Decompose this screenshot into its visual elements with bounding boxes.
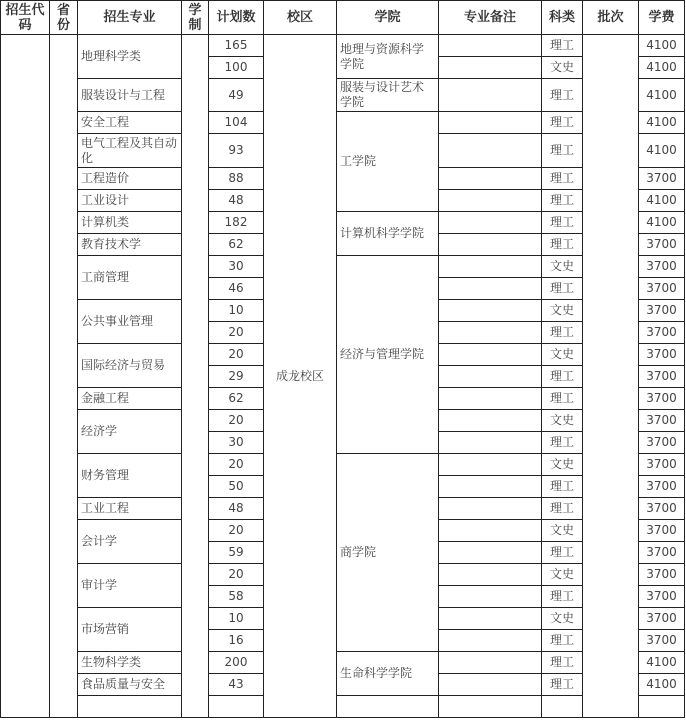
plan-cell: 30 (209, 256, 264, 278)
category-cell: 理工 (542, 498, 583, 520)
plan-cell: 20 (209, 322, 264, 344)
table-row (1, 35, 685, 57)
category-cell: 文史 (542, 564, 583, 586)
plan-cell: 48 (209, 498, 264, 520)
province-cell (50, 35, 78, 718)
table-row (1, 696, 685, 718)
plan-cell: 20 (209, 520, 264, 542)
header-row (1, 1, 685, 35)
college-cell: 地理与资源科学学院 (337, 35, 439, 79)
category-cell: 理工 (542, 586, 583, 608)
major-cell: 计算机类 (78, 212, 182, 234)
category-cell: 理工 (542, 366, 583, 388)
fee-cell: 4100 (639, 57, 685, 79)
college-cell (337, 696, 439, 718)
plan-cell: 100 (209, 57, 264, 79)
fee-cell: 3700 (639, 234, 685, 256)
plan-cell: 43 (209, 674, 264, 696)
table-row (1, 79, 685, 112)
remark-cell (439, 498, 542, 520)
major-cell: 市场营销 (78, 608, 182, 652)
plan-cell: 20 (209, 454, 264, 476)
category-cell: 理工 (542, 278, 583, 300)
fee-cell: 3700 (639, 256, 685, 278)
category-cell: 文史 (542, 520, 583, 542)
fee-cell: 3700 (639, 630, 685, 652)
major-cell: 工程造价 (78, 168, 182, 190)
code-cell (1, 35, 50, 718)
header-college: 学院 (337, 1, 439, 35)
remark-cell (439, 256, 542, 278)
remark-cell (439, 652, 542, 674)
header-duration: 学制 (182, 1, 209, 35)
category-cell: 理工 (542, 134, 583, 168)
major-cell: 服装设计与工程 (78, 79, 182, 112)
table-row (1, 256, 685, 278)
plan-cell: 165 (209, 35, 264, 57)
fee-cell: 4100 (639, 79, 685, 112)
major-cell: 食品质量与安全 (78, 674, 182, 696)
remark-cell (439, 35, 542, 57)
plan-cell: 49 (209, 79, 264, 112)
plan-cell: 29 (209, 366, 264, 388)
header-batch: 批次 (583, 1, 639, 35)
remark-cell (439, 454, 542, 476)
fee-cell (639, 696, 685, 718)
plan-cell: 20 (209, 410, 264, 432)
table-row (1, 212, 685, 234)
fee-cell: 4100 (639, 35, 685, 57)
remark-cell (439, 366, 542, 388)
fee-cell: 4100 (639, 674, 685, 696)
table-row (1, 652, 685, 674)
fee-cell: 3700 (639, 498, 685, 520)
plan-cell: 20 (209, 344, 264, 366)
fee-cell: 4100 (639, 112, 685, 134)
remark-cell (439, 608, 542, 630)
fee-cell: 3700 (639, 608, 685, 630)
remark-cell (439, 57, 542, 79)
remark-cell (439, 300, 542, 322)
remark-cell (439, 79, 542, 112)
major-cell: 工商管理 (78, 256, 182, 300)
fee-cell: 3700 (639, 300, 685, 322)
plan-cell: 46 (209, 278, 264, 300)
fee-cell: 4100 (639, 212, 685, 234)
category-cell: 理工 (542, 542, 583, 564)
category-cell (542, 696, 583, 718)
remark-cell (439, 586, 542, 608)
fee-cell: 3700 (639, 476, 685, 498)
major-cell (78, 696, 182, 718)
plan-cell: 200 (209, 652, 264, 674)
college-cell: 经济与管理学院 (337, 256, 439, 454)
fee-cell: 3700 (639, 322, 685, 344)
major-cell: 地理科学类 (78, 35, 182, 79)
category-cell: 理工 (542, 35, 583, 57)
category-cell: 文史 (542, 454, 583, 476)
college-cell: 计算机科学学院 (337, 212, 439, 256)
major-cell: 电气工程及其自动化 (78, 134, 182, 168)
category-cell: 理工 (542, 212, 583, 234)
college-cell: 生命科学学院 (337, 652, 439, 696)
category-cell: 文史 (542, 256, 583, 278)
college-cell: 工学院 (337, 112, 439, 212)
fee-cell: 3700 (639, 278, 685, 300)
batch-cell (583, 35, 639, 718)
fee-cell: 3700 (639, 366, 685, 388)
college-cell: 服装与设计艺术学院 (337, 79, 439, 112)
campus-cell: 成龙校区 (264, 35, 337, 718)
major-cell: 教育技术学 (78, 234, 182, 256)
category-cell: 文史 (542, 410, 583, 432)
fee-cell: 4100 (639, 652, 685, 674)
category-cell: 理工 (542, 476, 583, 498)
plan-cell: 50 (209, 476, 264, 498)
fee-cell: 3700 (639, 542, 685, 564)
plan-cell: 58 (209, 586, 264, 608)
duration-cell (182, 35, 209, 718)
fee-cell: 3700 (639, 520, 685, 542)
major-cell: 国际经济与贸易 (78, 344, 182, 388)
fee-cell: 3700 (639, 564, 685, 586)
remark-cell (439, 344, 542, 366)
plan-cell: 59 (209, 542, 264, 564)
category-cell: 文史 (542, 344, 583, 366)
table-row (1, 454, 685, 476)
plan-cell: 10 (209, 608, 264, 630)
plan-cell: 48 (209, 190, 264, 212)
fee-cell: 3700 (639, 168, 685, 190)
category-cell: 理工 (542, 652, 583, 674)
remark-cell (439, 168, 542, 190)
category-cell: 理工 (542, 234, 583, 256)
category-cell: 理工 (542, 168, 583, 190)
major-cell: 工业设计 (78, 190, 182, 212)
header-campus: 校区 (264, 1, 337, 35)
table-row (1, 112, 685, 134)
fee-cell: 3700 (639, 586, 685, 608)
plan-cell: 62 (209, 388, 264, 410)
header-code: 招生代码 (1, 1, 50, 35)
header-province: 省份 (50, 1, 78, 35)
remark-cell (439, 630, 542, 652)
plan-cell: 10 (209, 300, 264, 322)
remark-cell (439, 476, 542, 498)
major-cell: 审计学 (78, 564, 182, 608)
plan-cell: 88 (209, 168, 264, 190)
header-category: 科类 (542, 1, 583, 35)
header-fee: 学费 (639, 1, 685, 35)
fee-cell: 3700 (639, 432, 685, 454)
major-cell: 经济学 (78, 410, 182, 454)
fee-cell: 3700 (639, 344, 685, 366)
header-remark: 专业备注 (439, 1, 542, 35)
remark-cell (439, 234, 542, 256)
remark-cell (439, 278, 542, 300)
fee-cell: 4100 (639, 190, 685, 212)
plan-cell: 104 (209, 112, 264, 134)
header-plan: 计划数 (209, 1, 264, 35)
plan-cell: 93 (209, 134, 264, 168)
plan-cell: 30 (209, 432, 264, 454)
fee-cell: 4100 (639, 134, 685, 168)
remark-cell (439, 134, 542, 168)
category-cell: 理工 (542, 674, 583, 696)
remark-cell (439, 190, 542, 212)
category-cell: 理工 (542, 190, 583, 212)
category-cell: 理工 (542, 630, 583, 652)
remark-cell (439, 112, 542, 134)
plan-cell: 182 (209, 212, 264, 234)
remark-cell (439, 212, 542, 234)
remark-cell (439, 696, 542, 718)
major-cell: 财务管理 (78, 454, 182, 498)
fee-cell: 3700 (639, 410, 685, 432)
plan-cell: 16 (209, 630, 264, 652)
remark-cell (439, 388, 542, 410)
college-cell: 商学院 (337, 454, 439, 652)
category-cell: 文史 (542, 608, 583, 630)
remark-cell (439, 520, 542, 542)
remark-cell (439, 322, 542, 344)
major-cell: 安全工程 (78, 112, 182, 134)
category-cell: 理工 (542, 322, 583, 344)
plan-cell: 62 (209, 234, 264, 256)
remark-cell (439, 674, 542, 696)
remark-cell (439, 432, 542, 454)
fee-cell: 3700 (639, 454, 685, 476)
category-cell: 理工 (542, 112, 583, 134)
plan-cell: 20 (209, 564, 264, 586)
category-cell: 理工 (542, 388, 583, 410)
remark-cell (439, 410, 542, 432)
major-cell: 会计学 (78, 520, 182, 564)
major-cell: 公共事业管理 (78, 300, 182, 344)
major-cell: 生物科学类 (78, 652, 182, 674)
header-major: 招生专业 (78, 1, 182, 35)
fee-cell: 3700 (639, 388, 685, 410)
plan-cell (209, 696, 264, 718)
category-cell: 文史 (542, 300, 583, 322)
major-cell: 金融工程 (78, 388, 182, 410)
remark-cell (439, 564, 542, 586)
category-cell: 理工 (542, 79, 583, 112)
remark-cell (439, 542, 542, 564)
category-cell: 文史 (542, 57, 583, 79)
category-cell: 理工 (542, 432, 583, 454)
major-cell: 工业工程 (78, 498, 182, 520)
